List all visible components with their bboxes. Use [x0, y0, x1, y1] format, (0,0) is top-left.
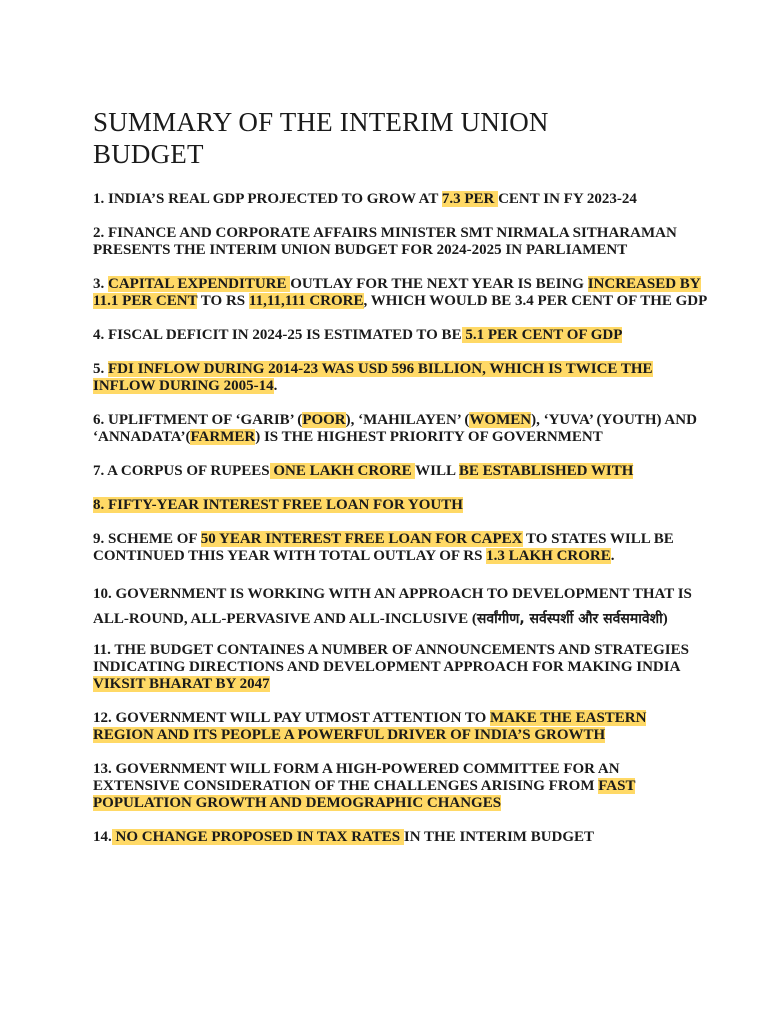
item-text: ) [662, 611, 668, 627]
highlighted-text: MAKE THE EASTERN REGION AND ITS PEOPLE A POWERFUL DRIVER OF INDIA’S GROWTH [93, 710, 647, 743]
summary-item-10 [93, 582, 708, 632]
item-text: 1. INDIA’S REAL GDP PROJECTED TO GROW AT [93, 191, 442, 207]
item-text: 13. GOVERNMENT WILL FORM A HIGH-POWERED COMMITTEE FOR AN EXTENSIVE CONSIDERATION OF THE CHALLENGES ARISING FROM [93, 761, 620, 794]
item-text: 12. GOVERNMENT WILL PAY UTMOST ATTENTION TO [93, 710, 491, 726]
summary-item-12 [93, 710, 708, 744]
item-text: 14. [93, 829, 112, 845]
item-text: TO STATES WILL BE CONTINUED THIS YEAR WITH TOTAL OUTLAY OF RS [93, 531, 674, 564]
summary-list [93, 191, 708, 846]
item-text: 4. FISCAL DEFICIT IN 2024-25 IS ESTIMATED TO BE [93, 327, 462, 343]
summary-item-9 [93, 531, 708, 565]
document-title: SUMMARY OF THE INTERIM UNION BUDGET [93, 107, 549, 169]
highlighted-text: POOR [302, 412, 346, 428]
highlighted-text: NO CHANGE PROPOSED IN TAX RATES [111, 829, 404, 845]
item-text: 2. FINANCE AND CORPORATE AFFAIRS MINISTER SMT NIRMALA SITHARAMAN PRESENTS THE INTERIM UNION BUDGET FOR 2024-2025 IN PARLIAMENT [93, 225, 677, 258]
highlighted-text: CAPITAL EXPENDITURE [108, 276, 291, 292]
item-text: 11. THE BUDGET CONTAINES A NUMBER OF ANNOUNCEMENTS AND STRATEGIES INDICATING DIRECTIONS AND DEVELOPMENT APPROACH FOR MAKING INDIA [93, 642, 689, 675]
highlighted-text: FDI INFLOW DURING 2014-23 WAS USD 596 BILLION, WHICH IS TWICE THE INFLOW DURING 2005-14 [93, 361, 653, 394]
summary-item-13 [93, 761, 708, 812]
item-text: OUTLAY FOR THE NEXT YEAR IS BEING [290, 276, 588, 292]
item-text: . [273, 378, 278, 394]
highlighted-text: 8. FIFTY-YEAR INTEREST FREE LOAN FOR YOUTH [93, 497, 463, 513]
item-text: , WHICH WOULD BE 3.4 PER CENT OF THE GDP [363, 293, 708, 309]
item-text: 3. [93, 276, 108, 292]
item-text: 6. UPLIFTMENT OF ‘GARIB’ ( [93, 412, 303, 428]
summary-item-5 [93, 361, 708, 395]
highlighted-text: FAST POPULATION GROWTH AND DEMOGRAPHIC CHANGES [93, 778, 636, 811]
hindi-text: सर्वांगीण, सर्वस्पर्शी और सर्वसमावेशी [476, 611, 663, 627]
highlighted-text: ONE LAKH CRORE [269, 463, 416, 479]
summary-item-7 [93, 463, 708, 480]
item-text: WILL [415, 463, 459, 479]
highlighted-text: WOMEN [469, 412, 532, 428]
summary-item-3 [93, 276, 708, 310]
highlighted-text: 50 YEAR INTEREST FREE LOAN FOR CAPEX [200, 531, 523, 547]
highlighted-text: 5.1 PER CENT OF GDP [461, 327, 623, 343]
summary-item-2 [93, 225, 708, 259]
highlighted-text: INCREASED BY 11.1 PER CENT [93, 276, 701, 309]
item-text: 10. GOVERNMENT IS WORKING WITH AN APPROACH TO DEVELOPMENT THAT IS ALL-ROUND, ALL-PERVASIVE AND ALL-INCLUSIVE ( [93, 586, 692, 627]
summary-item-4 [93, 327, 708, 344]
summary-item-8 [93, 497, 708, 514]
item-text: ) IS THE HIGHEST PRIORITY OF GOVERNMENT [255, 429, 603, 445]
summary-item-1 [93, 191, 708, 208]
item-text: 9. SCHEME OF [93, 531, 201, 547]
summary-item-14 [93, 829, 708, 846]
item-text: . [610, 548, 615, 564]
item-text: ), ‘YUVA’ (YOUTH) AND ‘ANNADATA’( [93, 412, 697, 445]
item-text: CENT IN FY 2023-24 [498, 191, 637, 207]
highlighted-text: 11,11,111 CRORE [248, 293, 364, 309]
highlighted-text: 1.3 LAKH CRORE [486, 548, 611, 564]
summary-item-6 [93, 412, 708, 446]
item-text: ), ‘MAHILAYEN’ ( [345, 412, 470, 428]
item-text: 5. [93, 361, 108, 377]
highlighted-text: VIKSIT BHARAT BY 2047 [93, 676, 270, 692]
highlighted-text: 7.3 PER [441, 191, 499, 207]
highlighted-text: BE ESTABLISHED WITH [458, 463, 634, 479]
item-text: IN THE INTERIM BUDGET [403, 829, 595, 845]
summary-item-11 [93, 642, 708, 693]
item-text: 7. A CORPUS OF RUPEES [93, 463, 270, 479]
highlighted-text: FARMER [190, 429, 256, 445]
item-text: TO RS [197, 293, 249, 309]
